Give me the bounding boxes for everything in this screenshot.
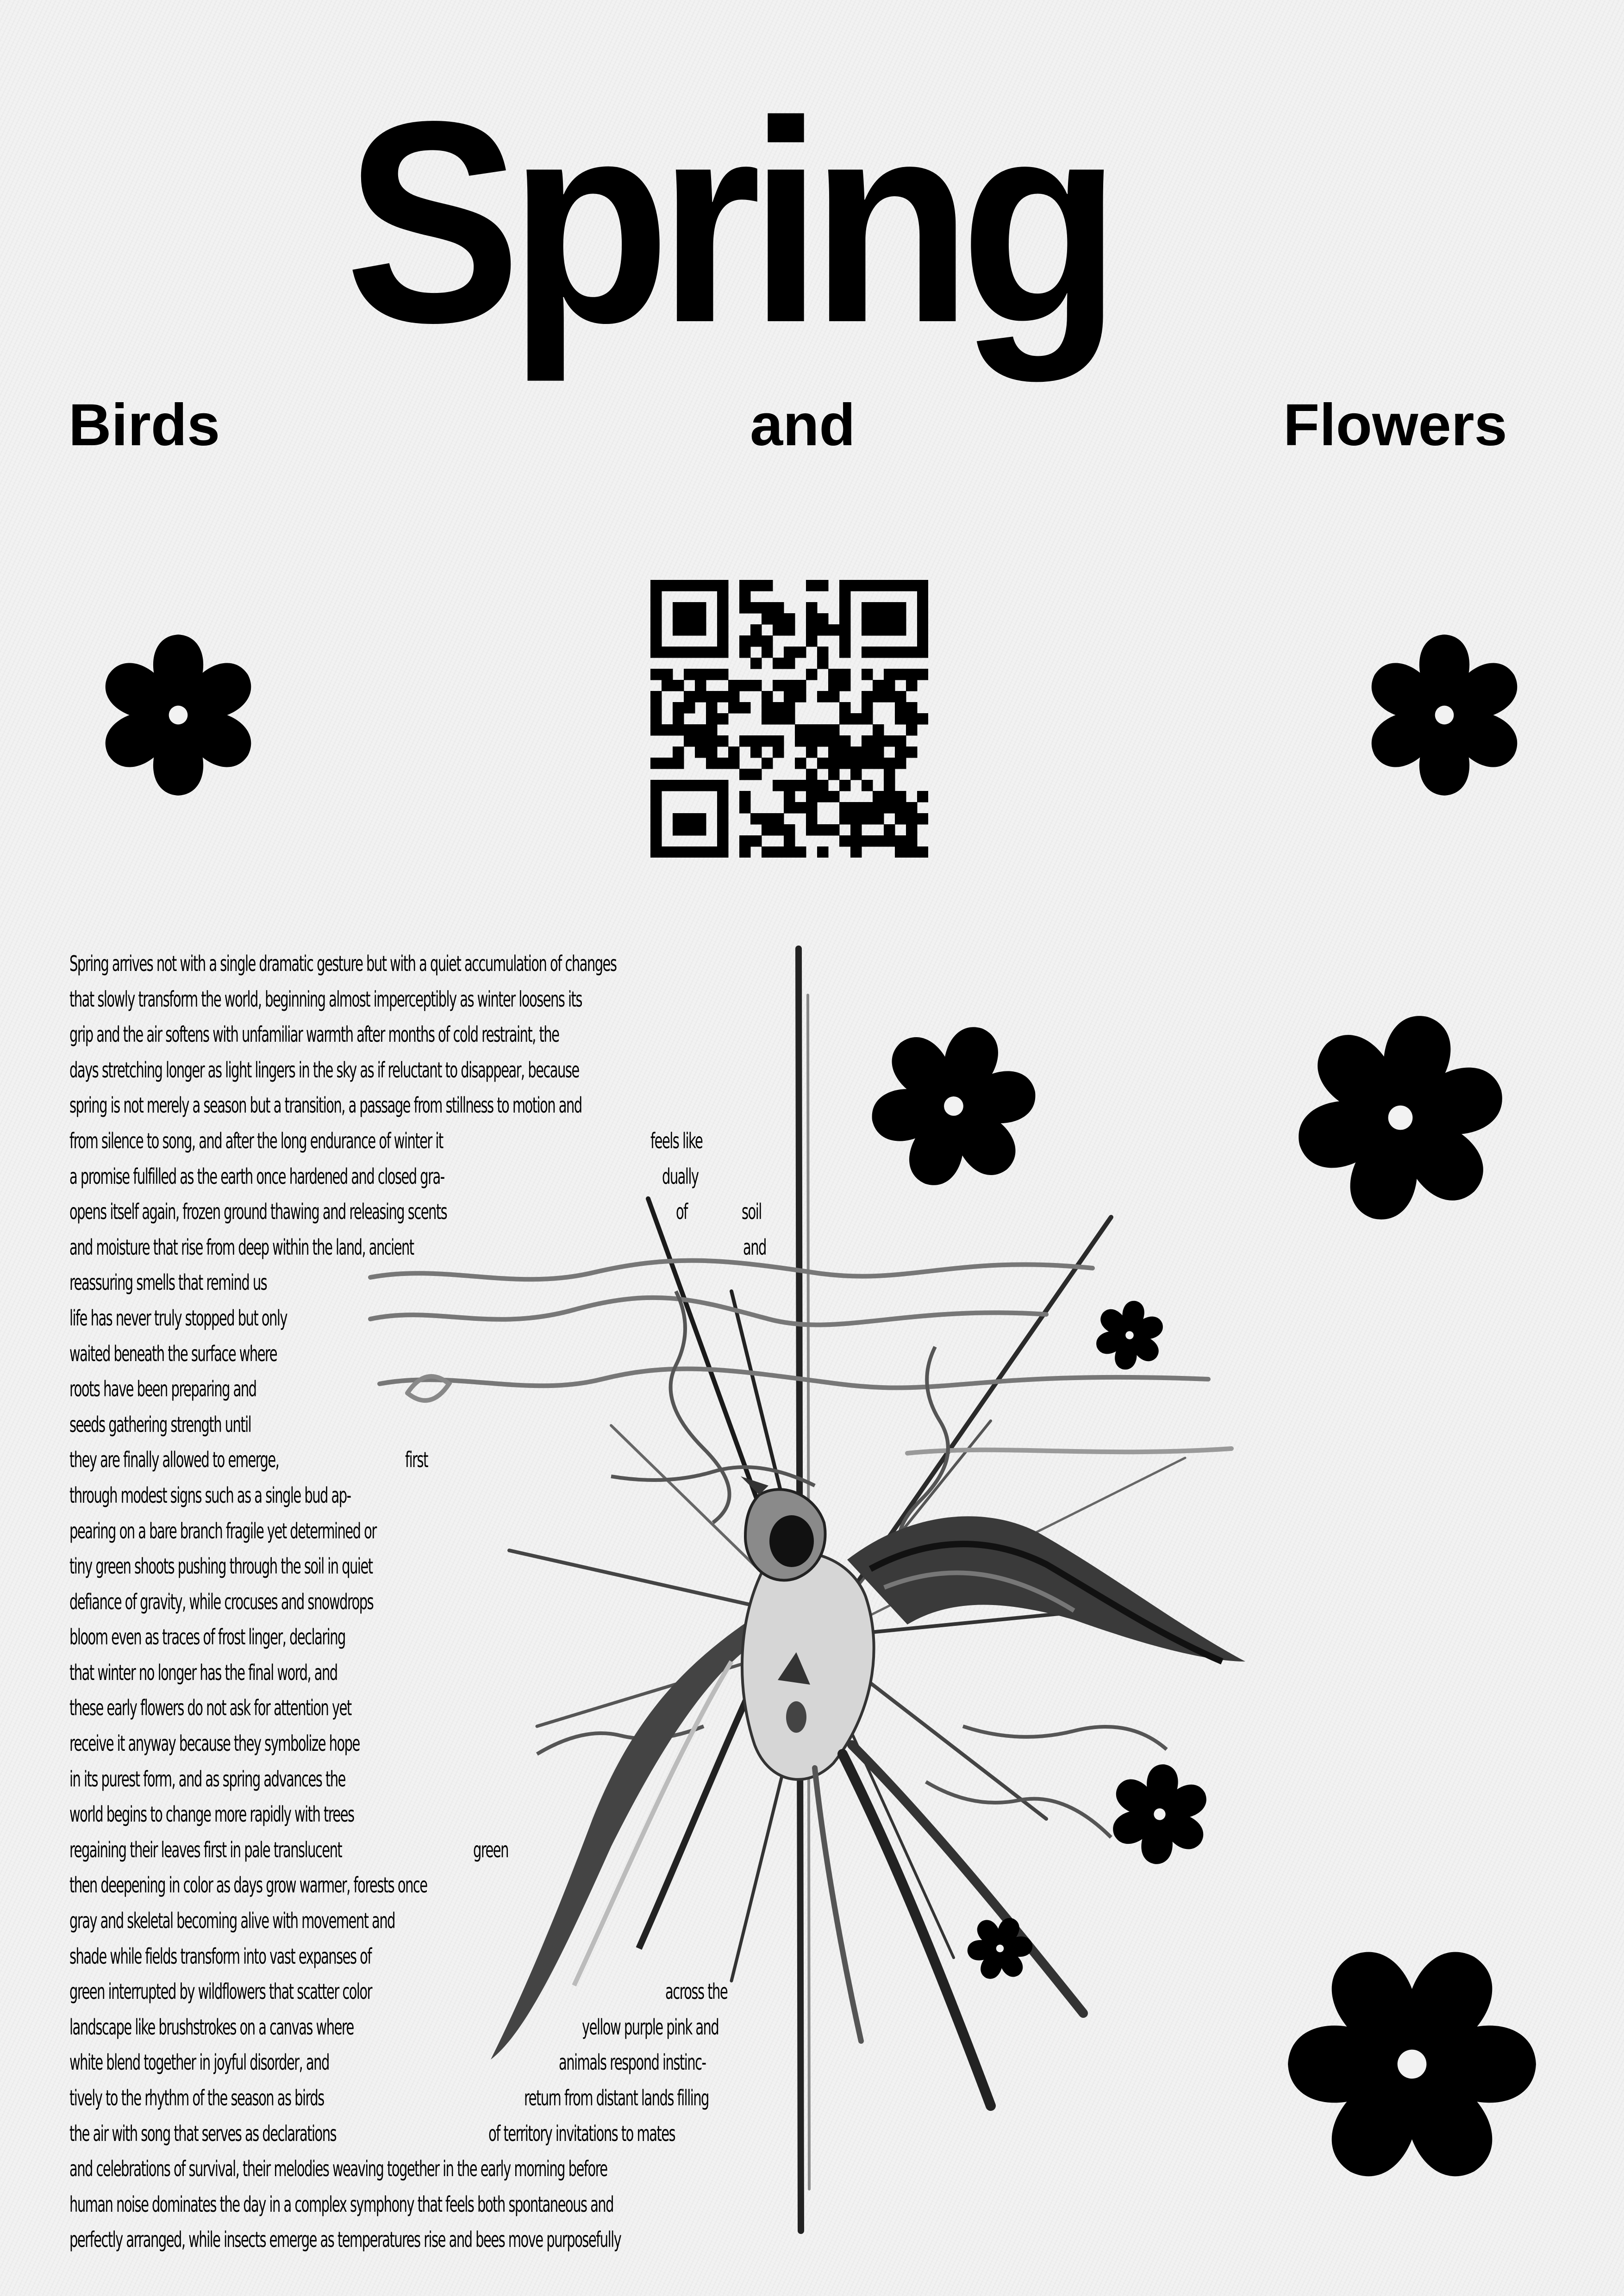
text-line bbox=[69, 982, 866, 1017]
text-segment-right: animals respond instinc- bbox=[559, 2050, 706, 2075]
text-segment: then deepening in color as days grow warmer, forests once bbox=[69, 1873, 427, 1898]
text-segment: tively to the rhythm of the season as birds bbox=[69, 2085, 324, 2110]
text-segment: pearing on a bare branch fragile yet determined or bbox=[69, 1518, 376, 1543]
text-line bbox=[69, 2080, 866, 2116]
text-segment-right: across the bbox=[665, 1979, 728, 2004]
text-segment: waited beneath the surface where bbox=[69, 1341, 277, 1366]
text-segment-right: feels like bbox=[650, 1128, 703, 1153]
text-line bbox=[69, 1655, 866, 1691]
text-line bbox=[69, 1336, 866, 1372]
text-segment: opens itself again, frozen ground thawing and releasing scents bbox=[69, 1199, 447, 1225]
text-segment: life has never truly stopped but only bbox=[69, 1305, 287, 1331]
text-segment-right: soil bbox=[742, 1199, 762, 1225]
text-segment: and celebrations of survival, their melodies weaving together in the early morning before bbox=[69, 2156, 607, 2182]
text-segment: days stretching longer as light lingers in the sky as if reluctant to disappear, because bbox=[69, 1057, 579, 1083]
text-segment: world begins to change more rapidly with trees bbox=[69, 1802, 354, 1827]
flower-icon bbox=[1102, 1756, 1217, 1872]
text-segment: seeds gathering strength until bbox=[69, 1412, 251, 1437]
text-segment: receive it anyway because they symbolize hope bbox=[69, 1731, 360, 1756]
text-line bbox=[69, 2116, 866, 2152]
text-line bbox=[69, 1797, 866, 1832]
text-line bbox=[69, 1939, 866, 1974]
text-segment-right: return from distant lands filling bbox=[524, 2085, 709, 2110]
text-line bbox=[69, 1159, 866, 1195]
text-segment: from silence to song, and after the long endurance of winter it bbox=[69, 1128, 443, 1153]
text-segment: human noise dominates the day in a complex symphony that feels both spontaneous and bbox=[69, 2191, 613, 2217]
text-line bbox=[69, 1690, 866, 1726]
text-segment: defiance of gravity, while crocuses and snowdrops bbox=[69, 1589, 374, 1614]
flower-icon bbox=[93, 629, 264, 801]
text-line bbox=[69, 1549, 866, 1584]
text-segment: Spring arrives not with a single dramatic gesture but with a quiet accumulation of changes bbox=[69, 951, 617, 976]
text-line bbox=[69, 1513, 866, 1549]
qr-code[interactable] bbox=[650, 580, 928, 858]
text-segment-right: first bbox=[405, 1447, 428, 1473]
flower-icon bbox=[1359, 629, 1530, 801]
text-line bbox=[69, 2010, 866, 2045]
text-line bbox=[69, 1478, 866, 1513]
flower-icon bbox=[1264, 982, 1537, 1254]
text-segment: that slowly transform the world, beginning almost imperceptibly as winter loosens its bbox=[69, 986, 582, 1012]
text-segment-right: green bbox=[473, 1837, 508, 1862]
text-segment: that winter no longer has the final word, and bbox=[69, 1660, 337, 1685]
text-line bbox=[69, 946, 866, 982]
flower-icon bbox=[1087, 1292, 1172, 1378]
subtitle-birds: Birds bbox=[69, 392, 220, 458]
text-segment: white blend together in joyful disorder, and bbox=[69, 2050, 329, 2075]
text-line bbox=[69, 1903, 866, 1939]
text-segment: regaining their leaves first in pale translucent bbox=[69, 1837, 342, 1862]
text-segment-right: of bbox=[676, 1199, 687, 1225]
text-line bbox=[69, 2045, 866, 2080]
text-segment: these early flowers do not ask for attention yet bbox=[69, 1695, 351, 1721]
text-line bbox=[69, 1017, 866, 1052]
subtitle-and: and bbox=[750, 392, 856, 458]
text-line bbox=[69, 1761, 866, 1797]
text-segment: through modest signs such as a single bud ap- bbox=[69, 1482, 351, 1508]
text-line bbox=[69, 1832, 866, 1868]
text-segment: landscape like brushstrokes on a canvas where bbox=[69, 2014, 354, 2040]
text-line bbox=[69, 2187, 866, 2222]
text-line bbox=[69, 1371, 866, 1407]
text-line bbox=[69, 1442, 866, 1478]
text-line bbox=[69, 2222, 866, 2258]
text-segment-right: of territory invitations to mates bbox=[488, 2121, 675, 2146]
text-segment: a promise fulfilled as the earth once hardened and closed gra- bbox=[69, 1164, 444, 1189]
text-segment: gray and skeletal becoming alive with movement and bbox=[69, 1908, 395, 1934]
text-segment: shade while fields transform into vast expanses of bbox=[69, 1943, 372, 1969]
text-segment-right: yellow purple pink and bbox=[582, 2014, 719, 2040]
text-segment: tiny green shoots pushing through the soil in quiet bbox=[69, 1554, 373, 1579]
text-line bbox=[69, 1265, 866, 1300]
text-line bbox=[69, 1407, 866, 1443]
text-line bbox=[69, 1584, 866, 1620]
text-segment: in its purest form, and as spring advances the bbox=[69, 1766, 345, 1792]
text-line bbox=[69, 1300, 866, 1336]
text-line bbox=[69, 1974, 866, 2010]
text-segment: the air with song that serves as declarations bbox=[69, 2121, 337, 2146]
text-segment: green interrupted by wildflowers that scatter color bbox=[69, 1979, 372, 2004]
text-segment: and moisture that rise from deep within the land, ancient bbox=[69, 1234, 414, 1260]
text-segment-right: dually bbox=[662, 1164, 699, 1189]
text-line bbox=[69, 2151, 866, 2187]
text-line bbox=[69, 1867, 866, 1903]
subtitle-flowers: Flowers bbox=[1283, 392, 1507, 458]
poster-title: Spring bbox=[345, 62, 1110, 382]
text-segment: roots have been preparing and bbox=[69, 1376, 256, 1402]
text-line bbox=[69, 1619, 866, 1655]
text-segment-right: and bbox=[743, 1234, 766, 1260]
text-line bbox=[69, 1088, 866, 1123]
text-segment: grip and the air softens with unfamiliar warmth after months of cold restraint, the bbox=[69, 1022, 559, 1047]
text-line bbox=[69, 1230, 866, 1265]
text-segment: reassuring smells that remind us bbox=[69, 1270, 267, 1295]
text-line bbox=[69, 1052, 866, 1088]
text-line bbox=[69, 1194, 866, 1230]
body-text bbox=[69, 946, 866, 2258]
text-segment: bloom even as traces of frost linger, declaring bbox=[69, 1624, 345, 1650]
text-line bbox=[69, 1726, 866, 1761]
text-line bbox=[69, 1123, 866, 1159]
text-segment: they are finally allowed to emerge, bbox=[69, 1447, 279, 1473]
text-segment: perfectly arranged, while insects emerge as temperatures rise and bees move purposefully bbox=[69, 2227, 621, 2252]
text-segment: spring is not merely a season but a transition, a passage from stillness to motion and bbox=[69, 1093, 582, 1118]
